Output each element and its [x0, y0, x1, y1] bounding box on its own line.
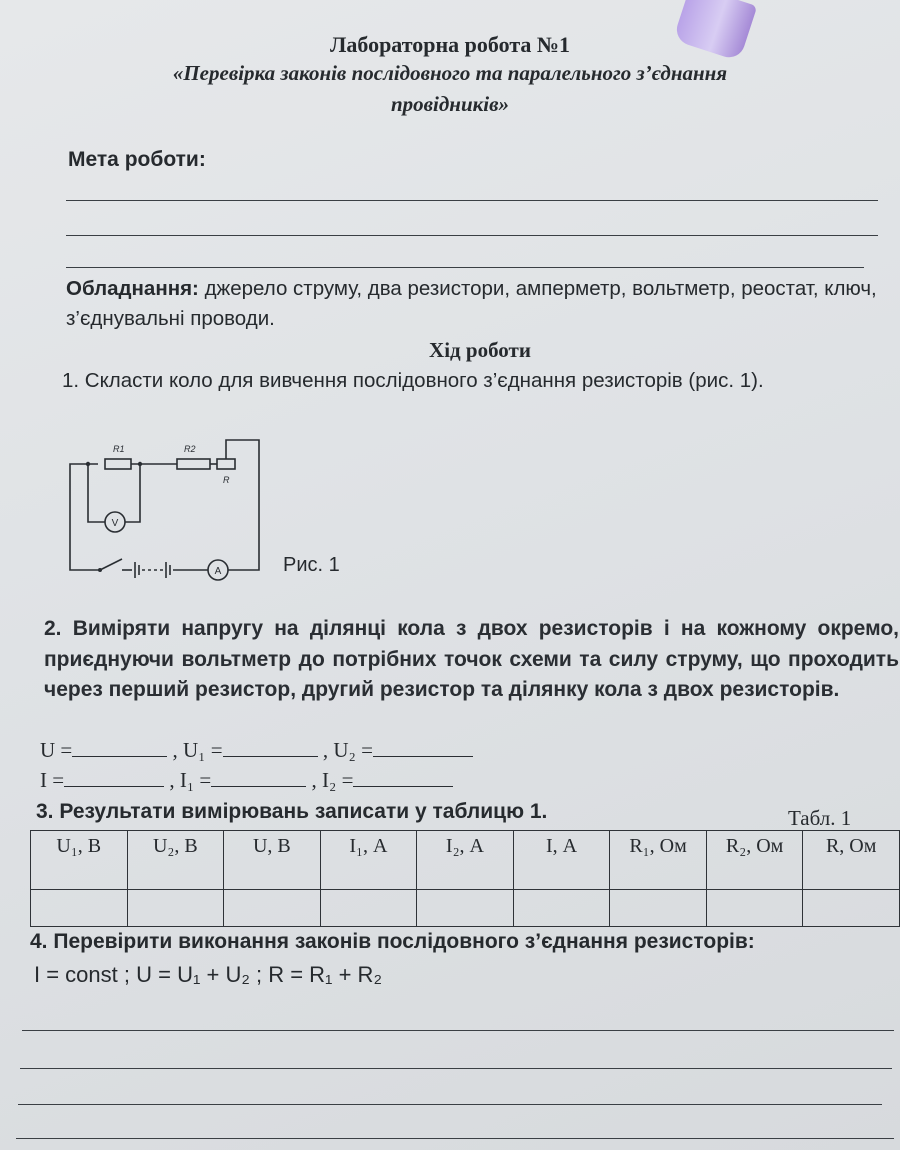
goal-answer-line-3[interactable]: [66, 267, 864, 268]
voltage-blanks-row: [40, 736, 473, 763]
table-header-cell: R₁, Ом: [610, 831, 707, 890]
table-header-cell: U₂, В: [127, 831, 224, 890]
equipment-paragraph: [66, 274, 896, 334]
table-cell[interactable]: [224, 890, 321, 927]
key-switch: [100, 559, 122, 570]
i1-blank[interactable]: [211, 766, 306, 787]
node-dot-2: [138, 462, 142, 466]
table-header-cell: U₁, В: [31, 831, 128, 890]
table-data-row: [31, 890, 900, 927]
table-cell[interactable]: [513, 890, 610, 927]
procedure-heading: Хід роботи: [429, 338, 531, 362]
table-header-cell: I₂, А: [417, 831, 514, 890]
wire-left: [70, 464, 100, 570]
voltmeter-wire: [88, 464, 105, 522]
resistor-r1: [105, 459, 131, 469]
u2-blank[interactable]: [373, 736, 473, 757]
table-header-cell: R₂, Ом: [706, 831, 803, 890]
equipment-label: Обладнання:: [66, 277, 199, 300]
figure-caption: Рис. 1: [283, 554, 340, 576]
u2-label: , U₂ =: [322, 738, 373, 762]
series-laws-formula: I = const ; U = U₁ + U₂ ; R = R₁ + R₂: [34, 962, 382, 987]
results-table: [30, 830, 900, 927]
table-cell[interactable]: [31, 890, 128, 927]
i-label: I =: [40, 768, 65, 792]
r1-label: R1: [113, 444, 125, 454]
step-1-text: 1. Скласти коло для вивчення послідовного з’єднання резисторів (рис. 1).: [62, 369, 764, 392]
u1-label: , U₁ =: [172, 738, 223, 762]
goal-answer-line-2[interactable]: [66, 235, 878, 236]
goal-answer-line-1[interactable]: [66, 200, 878, 201]
r2-label: R2: [184, 444, 196, 454]
i1-label: , I₁ =: [169, 768, 212, 792]
table-label: Табл. 1: [788, 806, 852, 830]
table-cell[interactable]: [320, 890, 417, 927]
i2-label: , I₂ =: [311, 768, 354, 792]
table-header-cell: U, В: [224, 831, 321, 890]
table-cell[interactable]: [803, 890, 900, 927]
rheostat: [217, 459, 235, 469]
table-cell[interactable]: [610, 890, 707, 927]
equipment-text: джерело струму, два резистори, амперметр, вольтметр, реостат, ключ, з’єднувальні проводи.: [66, 277, 877, 330]
u-label: U =: [40, 738, 73, 762]
lab-title: Лабораторна робота №1: [329, 32, 571, 57]
lab-subtitle-line1: «Перевірка законів послідовного та паралельного з’єднання: [172, 61, 728, 85]
table-header-cell: R, Ом: [803, 831, 900, 890]
lab-subtitle-line2: провідників»: [390, 92, 509, 116]
answer-line-1[interactable]: [22, 1030, 894, 1031]
table-cell[interactable]: [127, 890, 224, 927]
key-dot: [98, 568, 102, 572]
i2-blank[interactable]: [353, 766, 453, 787]
table-cell[interactable]: [417, 890, 514, 927]
ammeter-label: A: [214, 566, 222, 577]
current-blanks-row: [40, 766, 453, 793]
step-2-text: 2. Виміряти напругу на ділянці кола з двох резисторів і на кожному окремо, приєднуючи вольтметр до потрібних точок схеми та силу струму, що проходить через перший резистор, другий резистор та ділянку кола з двох резисторів.: [44, 617, 899, 701]
resistor-r2: [177, 459, 210, 469]
answer-line-3[interactable]: [18, 1104, 882, 1105]
table-header-row: [31, 831, 900, 890]
step-3-text: 3. Результати вимірювань записати у таблицю 1.: [36, 800, 548, 823]
table-header-cell: I, А: [513, 831, 610, 890]
i-blank[interactable]: [64, 766, 164, 787]
circuit-diagram: [60, 430, 270, 585]
u-blank[interactable]: [72, 736, 167, 757]
voltmeter-label: V: [111, 518, 119, 529]
node-dot-1: [86, 462, 90, 466]
answer-line-4[interactable]: [16, 1138, 894, 1139]
step-4-text: 4. Перевірити виконання законів послідовного з’єднання резисторів:: [30, 930, 755, 953]
answer-line-2[interactable]: [20, 1068, 892, 1069]
table-cell[interactable]: [706, 890, 803, 927]
u1-blank[interactable]: [223, 736, 318, 757]
voltmeter-wire-right: [125, 464, 140, 522]
rheostat-label: R: [223, 475, 230, 485]
goal-label: Мета роботи:: [68, 148, 206, 171]
table-header-cell: I₁, А: [320, 831, 417, 890]
